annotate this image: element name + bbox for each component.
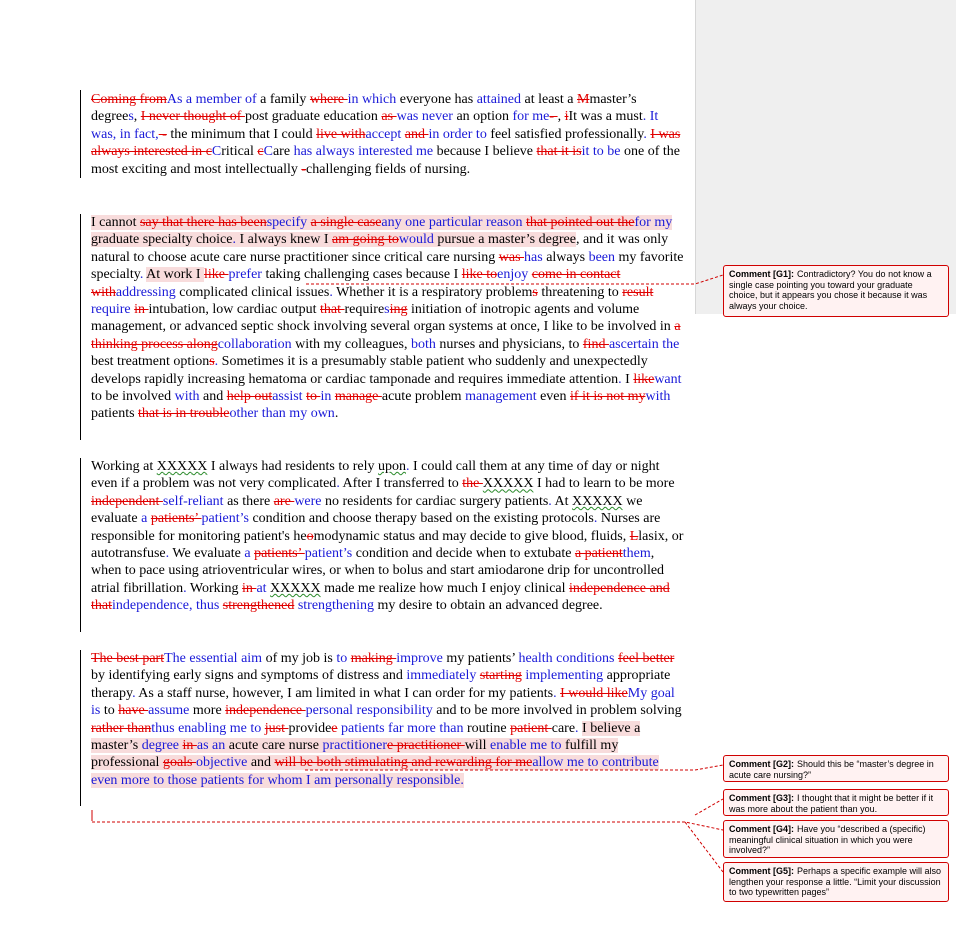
spellcheck-text: XXXXX bbox=[270, 580, 321, 596]
text-run: At bbox=[551, 493, 573, 509]
text-run: It was a must bbox=[568, 109, 643, 125]
deleted-text: I never thought of bbox=[140, 109, 245, 125]
deleted-text: c bbox=[257, 144, 264, 160]
text-run: the minimum that I could bbox=[166, 126, 317, 142]
inserted-text: with bbox=[645, 389, 671, 405]
text-run: everyone has bbox=[396, 92, 477, 107]
text-run: are bbox=[272, 144, 294, 160]
inserted-text: has bbox=[524, 249, 543, 265]
deleted-text: o bbox=[306, 528, 314, 544]
deleted-text: patient bbox=[510, 720, 552, 736]
text-run: patients bbox=[91, 406, 139, 422]
text-run: always bbox=[542, 249, 589, 265]
deleted-text: The best part bbox=[91, 651, 165, 666]
text-run: , when to pace using atrioventricular wires, or when to bolus and start amiodarone drip for uncontrolled atrial fibrillation bbox=[91, 546, 665, 596]
text-run: threatening to bbox=[537, 284, 623, 300]
inserted-text: enable me to bbox=[490, 738, 562, 754]
deleted-text: M bbox=[577, 92, 590, 107]
spellcheck-text: XXXXX bbox=[156, 459, 208, 474]
inserted-text: practitioner bbox=[322, 738, 387, 754]
deleted-text: just bbox=[264, 720, 289, 736]
highlighted-text: pursue a master’s degree bbox=[433, 232, 576, 248]
text-run: post graduate education bbox=[244, 109, 382, 125]
deleted-text: result bbox=[622, 284, 654, 300]
highlighted-text: will bbox=[464, 738, 491, 754]
inserted-text: as an bbox=[196, 738, 226, 754]
inserted-text: . bbox=[643, 126, 647, 142]
deleted-text: rather than bbox=[91, 720, 152, 736]
inserted-text: self-reliant bbox=[162, 493, 224, 509]
inserted-text: My goal is bbox=[91, 685, 675, 719]
text-run: , and it was only natural to choose acute care nurse practitioner since critical care nursing bbox=[91, 232, 669, 265]
inserted-text: . bbox=[553, 685, 557, 701]
text-run: lasix, or autotransfuse bbox=[91, 528, 684, 562]
text-run: , bbox=[133, 109, 141, 125]
comment-g4[interactable] bbox=[723, 820, 949, 858]
deleted-text: that pointed out the bbox=[526, 215, 635, 230]
text-run: my desire to obtain an advanced degree. bbox=[374, 598, 603, 614]
deleted-text: say that there has been bbox=[139, 215, 267, 230]
text-run: an option bbox=[452, 109, 513, 125]
text-run: we evaluate bbox=[91, 493, 643, 527]
inserted-text: want bbox=[654, 371, 682, 387]
text-run: made me realize how much I enjoy clinical bbox=[320, 580, 570, 596]
inserted-text: strengthening bbox=[297, 598, 375, 614]
deleted-text: I would like bbox=[560, 685, 628, 701]
inserted-text: them bbox=[622, 546, 651, 562]
inserted-text: C bbox=[263, 144, 273, 160]
text-run: more bbox=[189, 703, 226, 719]
text-run: Nurses are responsible for monitoring patient's he bbox=[91, 511, 661, 544]
text-run: even bbox=[536, 389, 571, 405]
deleted-text: live with bbox=[316, 126, 366, 142]
deleted-text: a thinking process along bbox=[91, 319, 681, 352]
text-run: require bbox=[344, 302, 385, 318]
inserted-text: for me bbox=[512, 109, 550, 125]
comment-g1[interactable] bbox=[723, 265, 949, 317]
inserted-text: As a member of bbox=[166, 92, 257, 107]
text-run: As a staff nurse, however, I am limited in what I can order for my patients bbox=[135, 685, 554, 701]
deleted-text: in bbox=[182, 738, 197, 754]
inserted-text: implementing bbox=[525, 668, 604, 684]
deleted-text: feel better bbox=[618, 651, 675, 666]
text-run: condition and choose therapy based on the existing protocols bbox=[248, 511, 594, 527]
inserted-text: s bbox=[128, 109, 134, 125]
text-run: challenging fields of nursing. bbox=[306, 161, 471, 177]
highlighted-text: I always knew I bbox=[235, 232, 333, 248]
comment-g2[interactable] bbox=[723, 755, 949, 782]
inserted-text: . bbox=[139, 267, 144, 283]
comment-id: Comment [G2]: bbox=[729, 759, 794, 769]
leader-g3 bbox=[695, 799, 723, 815]
deleted-text: am going to bbox=[332, 232, 399, 248]
highlighted-text: and bbox=[247, 755, 275, 771]
text-run: to bbox=[100, 703, 119, 719]
paragraph-2[interactable] bbox=[91, 214, 685, 423]
deleted-text: - bbox=[158, 126, 167, 142]
inserted-text: immediately bbox=[406, 668, 477, 684]
text-run: condition and decide when to extubate bbox=[352, 546, 575, 562]
spellcheck-text: XXXXX bbox=[572, 493, 623, 509]
change-bar bbox=[80, 458, 81, 632]
deleted-text: s bbox=[532, 284, 538, 300]
inserted-text: . bbox=[548, 493, 552, 509]
deleted-text: goals bbox=[162, 755, 196, 771]
deleted-text: like to bbox=[461, 267, 498, 283]
text-run: taking challenging cases because I bbox=[261, 267, 462, 283]
text-run: After I transferred to bbox=[339, 476, 463, 492]
inserted-text: management bbox=[465, 389, 537, 405]
text-run: with my colleagues, bbox=[291, 336, 412, 352]
text-run: by identifying early signs and symptoms of distress and bbox=[91, 668, 407, 684]
inserted-text: thus enabling me to bbox=[151, 720, 262, 736]
text-run: I had to learn to be more bbox=[533, 476, 675, 492]
inserted-text: has always interested me bbox=[293, 144, 434, 160]
deleted-text: the bbox=[462, 476, 483, 492]
deleted-text: starting bbox=[479, 668, 522, 684]
inserted-text: patients far more than bbox=[341, 720, 464, 736]
highlighted-text bbox=[179, 738, 183, 753]
highlighted-text: At work I bbox=[146, 267, 205, 283]
deleted-text: like bbox=[633, 371, 655, 387]
paragraph-4[interactable] bbox=[91, 650, 685, 789]
deleted-text: and bbox=[404, 126, 429, 142]
inserted-text: health conditions bbox=[518, 651, 615, 666]
inserted-text: for my bbox=[634, 215, 673, 230]
comment-id: Comment [G3]: bbox=[729, 793, 794, 803]
text-run: , bbox=[557, 109, 565, 125]
deleted-text: in bbox=[134, 302, 149, 318]
inserted-text: C bbox=[211, 144, 222, 160]
deleted-text: i bbox=[564, 109, 569, 125]
deleted-text: Coming from bbox=[91, 92, 167, 107]
deleted-text: will be both stimulating and rewarding for me bbox=[274, 755, 533, 771]
inserted-text: in order to bbox=[428, 126, 487, 142]
inserted-text: assume bbox=[148, 703, 190, 719]
inserted-text: . bbox=[183, 580, 187, 596]
highlighted-text: I believe a master’s bbox=[91, 720, 641, 754]
deleted-text: c bbox=[205, 144, 212, 160]
text-run: Working bbox=[186, 580, 243, 596]
deleted-text: as bbox=[381, 109, 397, 125]
comment-text: Perhaps a specific example will also lengthen your response a little. “Limit your discussion to two typewritten pages” bbox=[729, 866, 942, 898]
inserted-text: a bbox=[244, 546, 251, 562]
paragraph-3[interactable] bbox=[91, 458, 685, 615]
inserted-text: . bbox=[406, 459, 410, 474]
paragraph-1[interactable] bbox=[91, 91, 685, 178]
deleted-text: to bbox=[306, 389, 321, 405]
deleted-text: that bbox=[320, 302, 345, 318]
text-run: my favorite specialty bbox=[91, 249, 684, 283]
inserted-text: been bbox=[588, 249, 616, 265]
inserted-text: were bbox=[294, 493, 322, 509]
deleted-text: e practitioner bbox=[386, 738, 465, 754]
text-run: and to be more involved in problem solving bbox=[432, 703, 682, 719]
text-run: intubation, low cardiac output bbox=[148, 302, 321, 318]
inserted-text: allow me to contribute even more to those patients for whom I am personally responsible. bbox=[91, 755, 659, 788]
change-bar bbox=[80, 650, 81, 806]
inserted-text: collaboration bbox=[217, 336, 292, 352]
deleted-text: strengthened bbox=[222, 598, 295, 614]
deleted-text: in bbox=[242, 580, 257, 596]
inserted-text: patient’s bbox=[201, 511, 249, 527]
text-run: I could call them at any time of day or night even if a problem was not very complicated bbox=[91, 459, 660, 492]
inserted-text: patient’s bbox=[304, 546, 353, 562]
text-run: acute problem bbox=[381, 389, 466, 405]
text-run: modynamic status and may decide to give blood, fluids, bbox=[313, 528, 630, 544]
deleted-text: independent bbox=[91, 493, 163, 509]
deleted-text: have bbox=[118, 703, 149, 719]
text-run: ritical bbox=[221, 144, 258, 160]
highlighted-text: fulfill my professional bbox=[91, 738, 619, 771]
deleted-text: come in contact with bbox=[91, 267, 621, 300]
deleted-text: making bbox=[350, 651, 397, 666]
inserted-text: any one particular reason bbox=[381, 215, 523, 230]
text-run: care bbox=[551, 720, 576, 736]
inserted-text: to bbox=[336, 651, 348, 666]
comment-g3[interactable] bbox=[723, 789, 949, 816]
inserted-text: enjoy bbox=[497, 267, 529, 283]
text-run: appropriate therapy bbox=[91, 668, 671, 701]
inserted-text: accept bbox=[365, 126, 402, 142]
inserted-text: would bbox=[398, 232, 434, 248]
text-run: and bbox=[199, 389, 227, 405]
deleted-text: if it is not my bbox=[570, 389, 646, 405]
deleted-text: are bbox=[273, 493, 295, 509]
text-run: of my job is bbox=[262, 651, 337, 666]
inserted-text: attained bbox=[476, 92, 522, 107]
spellcheck-text: XXXXX bbox=[482, 476, 534, 492]
deleted-text: s bbox=[209, 354, 215, 370]
text-run: complicated clinical issues bbox=[175, 284, 330, 300]
inserted-text: . bbox=[618, 371, 622, 387]
inserted-text: both bbox=[411, 336, 436, 352]
highlighted-text: graduate specialty choice bbox=[91, 232, 233, 248]
deleted-text: independence bbox=[225, 703, 306, 719]
deleted-text: I was always interested in bbox=[91, 126, 681, 160]
inserted-text: s bbox=[384, 302, 390, 318]
text-run: . bbox=[334, 406, 339, 422]
deleted-text: a patient bbox=[574, 546, 623, 562]
text-run: to be involved bbox=[91, 389, 175, 405]
text-run: provide bbox=[288, 720, 332, 736]
inserted-text: . bbox=[214, 354, 219, 370]
deleted-text: find bbox=[582, 336, 609, 352]
text-run: I bbox=[621, 371, 634, 387]
inserted-text: . bbox=[132, 685, 136, 701]
inserted-text: objective bbox=[196, 755, 248, 771]
inserted-text: personal responsibility bbox=[305, 703, 433, 719]
inserted-text: a bbox=[141, 511, 148, 527]
deleted-text: like bbox=[204, 267, 229, 283]
highlighted-text: I cannot bbox=[91, 215, 140, 230]
inserted-text: . bbox=[232, 232, 236, 248]
comment-id: Comment [G4]: bbox=[729, 824, 794, 834]
text-run: Whether it is a respiratory problem bbox=[332, 284, 533, 300]
deleted-text: patients’ bbox=[254, 546, 305, 562]
inserted-text: . bbox=[336, 476, 340, 492]
text-run: We evaluate bbox=[169, 546, 245, 562]
inserted-text: The essential aim bbox=[164, 651, 263, 666]
text-run: nurses and physicians, to bbox=[435, 336, 583, 352]
text-run: Working at bbox=[91, 459, 157, 474]
spellcheck-text: upon bbox=[378, 459, 406, 474]
text-run: as there bbox=[223, 493, 274, 509]
inserted-text: . bbox=[165, 546, 170, 562]
text-run: because I believe bbox=[433, 144, 537, 160]
comment-id: Comment [G5]: bbox=[729, 866, 794, 876]
inserted-text: other than my own bbox=[229, 406, 335, 422]
inserted-text: in which bbox=[347, 92, 397, 107]
deleted-text: independence and that bbox=[91, 580, 670, 614]
text-run: master’s degree bbox=[91, 92, 637, 125]
inserted-text: degree bbox=[141, 738, 179, 754]
text-run: best treatment option bbox=[91, 354, 210, 370]
inserted-text: ascertain the bbox=[608, 336, 680, 352]
comment-text: Have you “described a (specific) meaningful clinical situation in which you were involved?” bbox=[729, 824, 926, 856]
inserted-text: in bbox=[320, 389, 332, 405]
highlighted-text: acute care nurse bbox=[225, 738, 323, 754]
text-run: Sometimes it is a presumably stable patient who suddenly and unexpectedly develops rapidly increasing hematoma or cardiac tamponade and requires immediate attention bbox=[91, 354, 648, 387]
inserted-text: was never bbox=[396, 109, 453, 125]
deleted-text: a single case bbox=[310, 215, 382, 230]
inserted-text: improve bbox=[396, 651, 443, 666]
text-run: initiation of inotropic agents and volume management, or advanced septic shock involving several organ systems at once, I like to be involved in bbox=[91, 302, 675, 335]
text-run: a family bbox=[256, 92, 310, 107]
comment-id: Comment [G1]: bbox=[729, 269, 794, 279]
change-bar bbox=[80, 90, 81, 178]
inserted-text: with bbox=[174, 389, 200, 405]
deleted-text: L bbox=[629, 528, 639, 544]
deleted-text: where bbox=[309, 92, 348, 107]
text-run: I always had residents to rely bbox=[207, 459, 378, 474]
deleted-text: help out bbox=[226, 389, 273, 405]
deleted-text: - bbox=[301, 161, 307, 177]
inserted-text: require bbox=[91, 302, 131, 318]
deleted-text: - bbox=[549, 109, 558, 125]
deleted-text: was bbox=[498, 249, 525, 265]
inserted-text: prefer bbox=[228, 267, 262, 283]
text-run: at least a bbox=[521, 92, 577, 107]
inserted-text: specify bbox=[266, 215, 311, 230]
comment-g5[interactable] bbox=[723, 862, 949, 902]
inserted-text: independence, thus bbox=[112, 598, 220, 614]
deleted-text: patients’ bbox=[150, 511, 202, 527]
inserted-text: assist bbox=[272, 389, 303, 405]
inserted-text: . bbox=[593, 511, 598, 527]
comment-text: Should this be “master’s degree in acute care nursing?” bbox=[729, 759, 934, 780]
deleted-text: manage bbox=[334, 389, 382, 405]
text-run: my patients’ bbox=[442, 651, 519, 666]
deleted-text: that is in trouble bbox=[138, 406, 230, 422]
inserted-text: . bbox=[329, 284, 333, 300]
inserted-text: . It was, in fact, bbox=[91, 109, 659, 142]
inserted-text: . bbox=[575, 720, 579, 736]
deleted-text: e bbox=[331, 720, 338, 736]
deleted-text: that it is bbox=[536, 144, 582, 160]
text-run: one of the most exciting and most intellectually bbox=[91, 144, 681, 177]
inserted-text: addressing bbox=[115, 284, 176, 300]
change-bar bbox=[80, 214, 81, 440]
deleted-text: ing bbox=[389, 302, 408, 318]
text-run: routine bbox=[463, 720, 511, 736]
text-run: no residents for cardiac surgery patients bbox=[321, 493, 549, 509]
inserted-text: it to be bbox=[581, 144, 621, 160]
comment-text: I thought that it might be better if it was more about the patient than you. bbox=[729, 793, 934, 814]
comment-text: Contradictory? You do not know a single case pointing you toward your graduate choice, but it appears you chose it because it was always your choice. bbox=[729, 269, 932, 312]
text-run: feel satisfied professionally bbox=[486, 126, 644, 142]
inserted-text: at bbox=[256, 580, 267, 596]
